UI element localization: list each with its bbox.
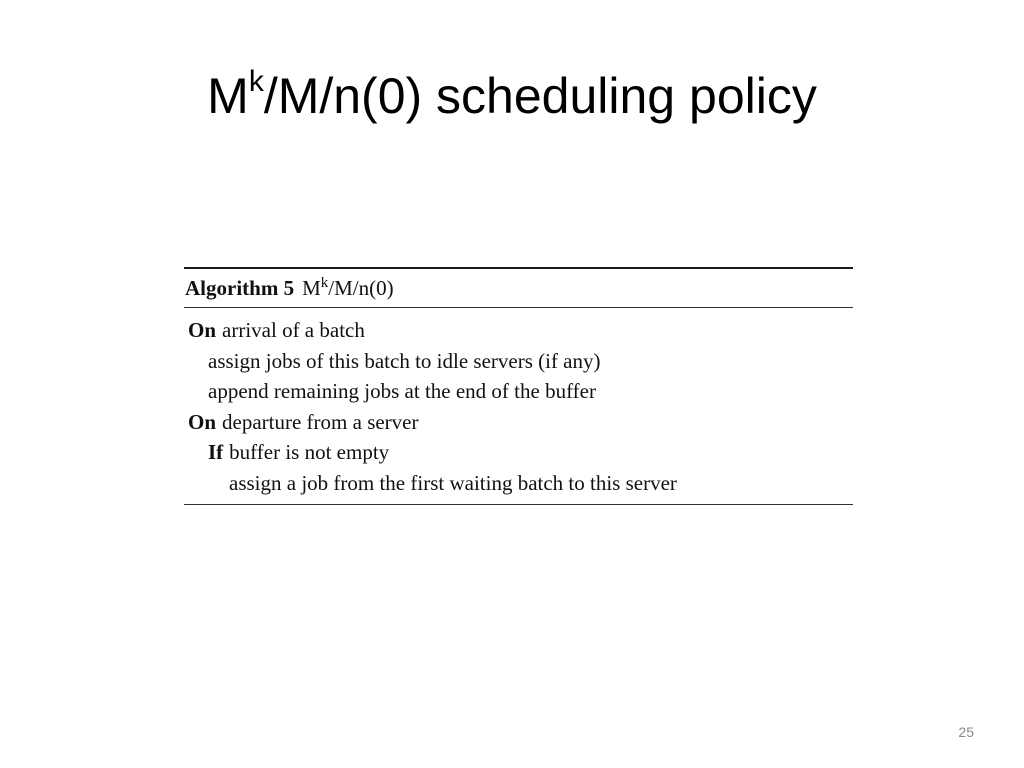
- slide-title-base: M: [207, 68, 249, 124]
- algorithm-line: [184, 437, 853, 468]
- page-number: 25: [958, 724, 974, 740]
- algorithm-keyword: On: [188, 318, 217, 342]
- algorithm-line: [184, 315, 853, 346]
- slide-title: [0, 62, 1024, 130]
- algorithm-name-superscript: k: [320, 274, 329, 291]
- algorithm-name: [302, 276, 394, 301]
- algorithm-line: [184, 468, 853, 499]
- algorithm-name-base: M: [302, 275, 321, 300]
- algorithm-body: [184, 308, 853, 504]
- algorithm-header: [184, 269, 853, 307]
- algorithm-line: [184, 346, 853, 377]
- algorithm-line-text: buffer is not empty: [229, 440, 390, 464]
- slide-title-superscript: k: [248, 65, 264, 99]
- algorithm-bottom-rule: [184, 504, 853, 505]
- algorithm-keyword: If: [208, 440, 224, 464]
- algorithm-line-text: append remaining jobs at the end of the buffer: [208, 379, 596, 403]
- algorithm-line: [184, 407, 853, 438]
- algorithm-line-text: departure from a server: [222, 409, 419, 434]
- algorithm-label: Algorithm 5: [185, 275, 295, 300]
- algorithm-line: [184, 376, 853, 407]
- algorithm-name-rest: /M/n(0): [328, 275, 394, 300]
- algorithm-line-text: assign jobs of this batch to idle servers (if any): [208, 348, 601, 373]
- algorithm-keyword: On: [188, 409, 217, 434]
- algorithm-line-text: assign a job from the first waiting batch to this server: [229, 470, 677, 495]
- algorithm-line-text: arrival of a batch: [222, 318, 365, 342]
- slide-title-rest: /M/n(0) scheduling policy: [263, 68, 817, 124]
- algorithm-box: [184, 267, 853, 505]
